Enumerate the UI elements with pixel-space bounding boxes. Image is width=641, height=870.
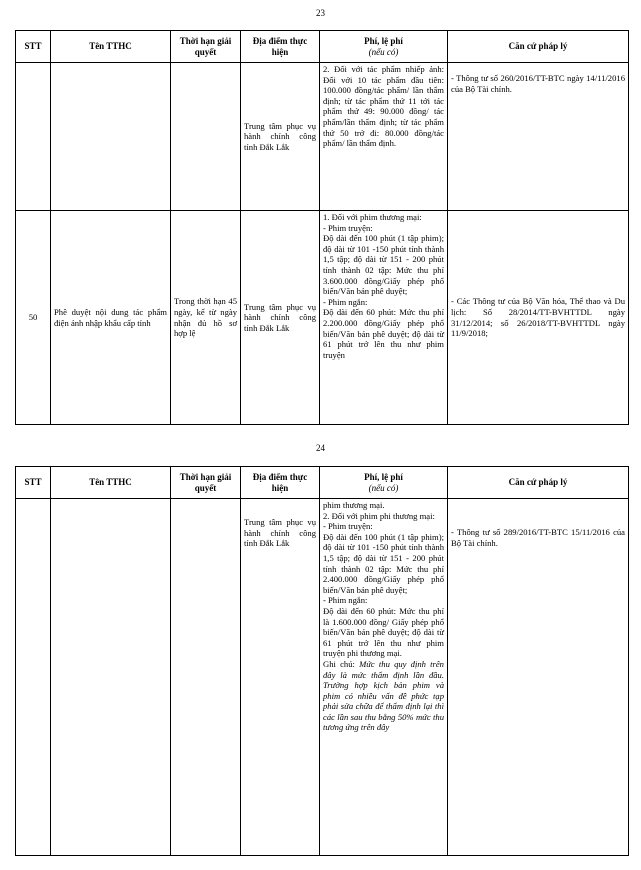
fee-line: - Phim ngắn:	[323, 595, 368, 606]
header-legal: Căn cứ pháp lý	[448, 467, 629, 499]
header-fee-note: (nếu có)	[368, 46, 399, 57]
note-label: Ghi chú:	[323, 658, 355, 669]
cell-stt	[16, 499, 51, 856]
cell-name	[51, 499, 171, 856]
table-row	[16, 211, 629, 425]
cell-fee	[320, 499, 448, 856]
cell-name	[51, 63, 171, 211]
fee-line: Độ dài đến 100 phút (1 tập phim); độ dài từ 101 -150 phút tính thành 1,5 tập; độ dài từ 151 - 200 phút tính thành 02 tập: Mức thu phí 2.400.000 đồng/Giấy phép phổ biến/Văn bản phê duyệt;	[323, 531, 444, 595]
table-row	[16, 499, 629, 856]
table-row	[16, 63, 629, 211]
cell-location: Trung tâm phục vụ hành chính công tỉnh Đắk Lắk	[241, 499, 320, 856]
fee-line: 2. Đối với phim phi thương mại:	[323, 510, 435, 521]
fee-line: - Phim truyện:	[323, 521, 373, 532]
header-fee	[320, 467, 448, 499]
fee-line: Độ dài đến 60 phút: Mức thu phí là 1.600.000 đồng/ Giấy phép phổ biến/Văn bản phê duyệt; độ dài từ 61 phút trở lên thu như phim truyện phi thương mại.	[323, 605, 444, 659]
cell-legal: - Thông tư số 260/2016/TT-BTC ngày 14/11/2016 của Bộ Tài chính.	[448, 63, 629, 211]
header-name: Tên TTHC	[51, 31, 171, 63]
header-row	[16, 31, 629, 63]
header-fee-label: Phí, lệ phí	[364, 35, 403, 46]
fee-line: Độ dài đến 60 phút: Mức thu phí 2.200.000 đồng/Giấy phép phổ biến/Văn bản phê duyệt; độ dài từ 61 phút trở lên thu như phim truyện	[323, 307, 444, 360]
fee-line: Độ dài đến 100 phút (1 tập phim); độ dài từ 101 -150 phút tính thành 1,5 tập; độ dài từ 151 - 200 phút tính thành 02 tập: Mức thu phí 3.600.000 đồng/Giấy phép phổ biến/Văn bản phê duyệt;	[323, 233, 444, 297]
cell-stt: 50	[16, 211, 51, 425]
procedure-table-page-23	[15, 30, 629, 425]
fee-line: - Phim truyện:	[323, 222, 373, 233]
cell-duration	[171, 499, 241, 856]
header-fee-note: (nếu có)	[368, 482, 399, 493]
header-stt: STT	[16, 467, 51, 499]
header-location: Địa điểm thực hiện	[241, 31, 320, 63]
header-name: Tên TTHC	[51, 467, 171, 499]
header-row	[16, 467, 629, 499]
cell-fee: 2. Đối với tác phẩm nhiếp ảnh: Đối với 10 tác phẩm đầu tiên: 100.000 đồng/tác phẩm/ lần thẩm định; từ tác phẩm thứ 11 tới tác phẩm thứ 49: 90.000 đồng/ tác phẩm/lần thẩm định; từ tác phẩm thứ 50 trở đi: 80.000 đồng/tác phẩm/ lần thẩm định.	[320, 63, 448, 211]
cell-location: Trung tâm phục vụ hành chính công tỉnh Đắk Lắk	[241, 211, 320, 425]
cell-fee	[320, 211, 448, 425]
header-stt: STT	[16, 31, 51, 63]
fee-line: phim thương mại.	[323, 500, 385, 510]
header-legal: Căn cứ pháp lý	[448, 31, 629, 63]
note-text: Mức thu quy định trên đây là mức thẩm định lần đầu. Trường hợp kịch bản phim và phim có nhiều vấn đề phức tạp phải sửa chữa để thẩm định lại thì các lần sau thu bằng 50% mức thu tương ứng trên đây	[323, 658, 444, 733]
header-fee	[320, 31, 448, 63]
cell-duration	[171, 63, 241, 211]
page-number: 23	[316, 8, 325, 18]
procedure-table-page-24	[15, 466, 629, 856]
header-duration: Thời hạn giải quyết	[171, 31, 241, 63]
cell-stt	[16, 63, 51, 211]
cell-legal: - Thông tư số 289/2016/TT-BTC 15/11/2016 của Bộ Tài chính.	[448, 499, 629, 856]
header-duration: Thời hạn giải quyết	[171, 467, 241, 499]
cell-duration: Trong thời hạn 45 ngày, kể từ ngày nhận đủ hồ sơ hợp lệ	[171, 211, 241, 425]
fee-line: - Phim ngắn:	[323, 296, 368, 307]
fee-note	[323, 659, 444, 733]
header-location: Địa điểm thực hiện	[241, 467, 320, 499]
cell-name: Phê duyệt nội dung tác phẩm điện ảnh nhập khẩu cấp tỉnh	[51, 211, 171, 425]
header-fee-label: Phí, lệ phí	[364, 471, 403, 482]
fee-line: 1. Đối với phim thương mại:	[323, 212, 422, 222]
cell-legal: - Các Thông tư của Bộ Văn hóa, Thể thao và Du lịch: Số 28/2014/TT-BVHTTDL ngày 31/12/2014; số 26/2018/TT-BVHTTDL ngày 11/9/2018;	[448, 211, 629, 425]
cell-location: Trung tâm phục vụ hành chính công tỉnh Đắk Lắk	[241, 63, 320, 211]
page-number: 24	[316, 443, 325, 453]
